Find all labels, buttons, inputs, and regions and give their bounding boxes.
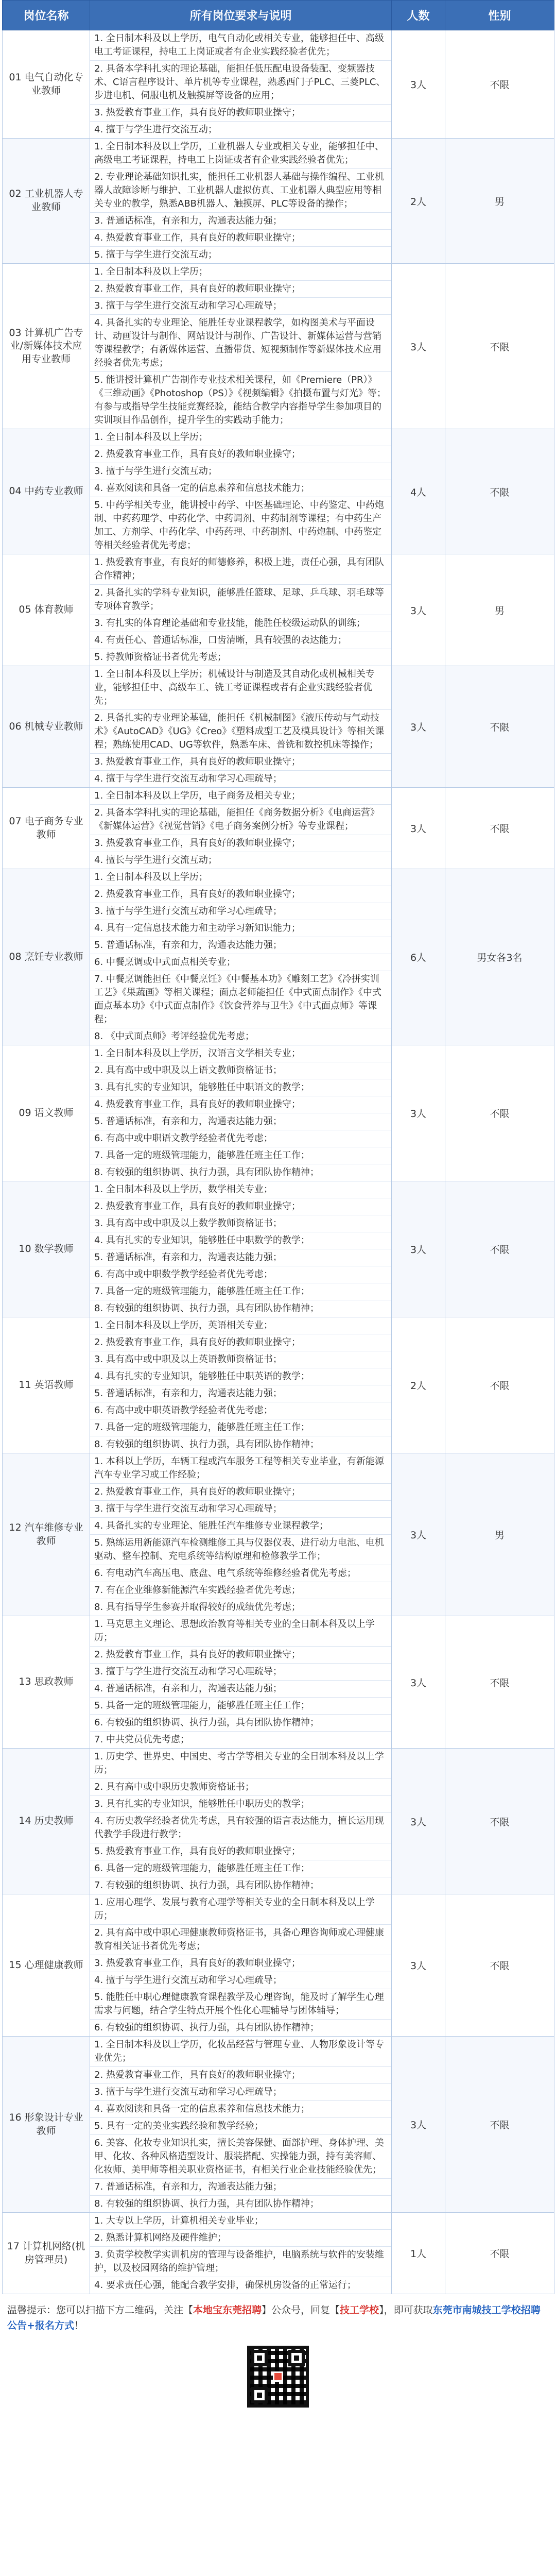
- requirements-cell: [90, 2037, 392, 2213]
- position-name: 03 计算机广告专业/新媒体技术应用专业教师: [3, 264, 90, 429]
- requirement-item: 5. 熟练运用新能源汽车检测维修工具与仪器仪表、进行动力电池、电机驱动、整车控制、充电系统等结构原理和检修教学工作；: [90, 1535, 391, 1565]
- gender-requirement: 不限: [445, 30, 554, 139]
- requirement-item: 6. 有较强的组织协调、执行力强，具有团队协作精神；: [90, 1715, 391, 1732]
- table-row: [3, 869, 554, 1045]
- requirement-item: 4. 具有扎实的专业知识，能够胜任中职数学的教学；: [90, 1232, 391, 1249]
- requirement-item: 2. 具备扎实的学科专业知识，能够胜任篮球、足球、乒乓球、羽毛球等专项体育教学；: [90, 585, 391, 615]
- requirement-item: 2. 热爱教育事业工作，具有良好的教师职业操守；: [90, 281, 391, 298]
- requirement-item: 7. 普通话标准，有亲和力，沟通表达能力强；: [90, 2179, 391, 2196]
- requirement-item: 1. 全日制本科及以上学历；: [90, 429, 391, 446]
- table-row: [3, 1317, 554, 1453]
- requirement-item: 5. 能胜任中职心理健康教育课程教学及心理咨询，能及时了解学生心理需求与问题，结合学生特点开展个性化心理辅导与团体辅导；: [90, 1989, 391, 2020]
- requirement-item: 3. 擅于与学生进行交流互动和学习心理疏导；: [90, 1501, 391, 1518]
- headcount: 3人: [392, 1616, 445, 1749]
- requirement-item: 3. 热爱教育事业工作，具有良好的教师职业操守；: [90, 754, 391, 771]
- requirement-item: 2. 热爱教育事业工作，具有良好的教师职业操守；: [90, 1334, 391, 1351]
- header-count: 人数: [392, 1, 445, 30]
- footer-note: [2, 2299, 554, 2336]
- headcount: 3人: [392, 1894, 445, 2037]
- requirement-item: 5. 擅于与学生进行交流互动；: [94, 249, 217, 260]
- requirement-item: 5. 热爱教育事业工作，具有良好的教师职业操守；: [90, 1843, 391, 1860]
- requirement-item: 4. 擅长与学生进行交流互动；: [94, 855, 217, 866]
- requirement-item: 6. 有高中或中职语文教学经验者优先考虑；: [90, 1130, 391, 1147]
- requirement-item: 1. 全日制本科及以上学历；机械设计与制造及其自动化或机械相关专业，能够担任中、高级车工、铣工考证课程或者有企业实践经验者优先；: [90, 666, 391, 710]
- position-name: 01 电气自动化专业教师: [3, 30, 90, 139]
- headcount: 3人: [392, 788, 445, 869]
- requirements-cell: [90, 1181, 392, 1317]
- requirement-item: 1. 全日制本科及以上学历，电子商务及相关专业；: [90, 788, 391, 805]
- requirement-item: 8. 有较强的组织协调、执行力强，具有团队协作精神；: [94, 2198, 319, 2209]
- gender-requirement: 男: [445, 139, 554, 264]
- headcount: 3人: [392, 554, 445, 666]
- header-position: 岗位名称: [3, 1, 90, 30]
- requirement-item: 6. 美容、化妆专业知识扎实，擅长美容保健、面部护理、身体护理、美甲、化妆、各种风格造型设计、服装搭配、实操能力强，持有美容师、化妆师、美甲师等相关职业资格证书，有相关行业企业技能经验优先；: [90, 2135, 391, 2179]
- requirement-item: 3. 擅于与学生进行交流互动和学习心理疏导；: [90, 903, 391, 920]
- table-header-row: [3, 1, 554, 30]
- requirement-item: 3. 具有扎实的专业知识，能够胜任中职历史的教学；: [90, 1796, 391, 1813]
- position-name: 07 电子商务专业教师: [3, 788, 90, 869]
- position-name: 13 思政教师: [3, 1616, 90, 1749]
- table-row: [3, 788, 554, 869]
- headcount: 6人: [392, 869, 445, 1045]
- position-name: 11 英语教师: [3, 1317, 90, 1453]
- qr-code-icon[interactable]: [247, 2346, 309, 2408]
- requirement-item: 3. 热爱教育事业工作，具有良好的教师职业操守；: [90, 1955, 391, 1972]
- requirement-item: 6. 有电动汽车高压电、底盘、电气系统等维修经验者优先考虑；: [90, 1565, 391, 1582]
- table-row: [3, 1453, 554, 1616]
- requirement-item: 1. 应用心理学、发展与教育心理学等相关专业的全日制本科及以上学历；: [90, 1894, 391, 1925]
- requirements-cell: [90, 429, 392, 554]
- table-row: [3, 666, 554, 788]
- requirement-item: 7. 具备一定的班级管理能力，能够胜任班主任工作；: [90, 1283, 391, 1300]
- requirement-item: 3. 擅于与学生进行交流互动和学习心理疏导；: [90, 1664, 391, 1681]
- requirement-item: 2. 具有高中或中职历史教师资格证书；: [90, 1779, 391, 1796]
- requirement-item: 1. 马克思主义理论、思想政治教育等相关专业的全日制本科及以上学历；: [90, 1616, 391, 1647]
- headcount: 3人: [392, 1045, 445, 1181]
- requirement-item: 8. 有较强的组织协调、执行力强，具有团队协作精神；: [94, 1439, 319, 1450]
- requirement-item: 1. 全日制本科及以上学历，数学相关专业；: [90, 1181, 391, 1198]
- requirement-item: 2. 具有高中或中职及以上语文教师资格证书；: [90, 1062, 391, 1079]
- requirement-item: 2. 熟悉计算机网络及硬件维护；: [90, 2230, 391, 2247]
- headcount: 3人: [392, 1749, 445, 1894]
- requirement-item: 4. 要求责任心强，能配合教学安排，确保机房设备的正常运行；: [94, 2280, 356, 2291]
- footer-suffix: 】，即可获取: [379, 2304, 433, 2316]
- requirement-item: 4. 普通话标准，有亲和力，沟通表达能力强；: [90, 1681, 391, 1698]
- gender-requirement: 不限: [445, 429, 554, 554]
- requirement-item: 5. 具有一定的美业实践经验和教学经验；: [90, 2118, 391, 2135]
- position-name: 08 烹饪专业教师: [3, 869, 90, 1045]
- headcount: 3人: [392, 1453, 445, 1616]
- table-row: [3, 1616, 554, 1749]
- requirement-item: 2. 具有高中或中职心理健康教师资格证书，具备心理咨询师或心理健康教育相关证书者优先考虑；: [90, 1925, 391, 1955]
- requirement-item: 1. 热爱教育事业，有良好的师德修养，积极上进，责任心强，具有团队合作精神；: [90, 554, 391, 585]
- requirement-item: 1. 历史学、世界史、中国史、考古学等相关专业的全日制本科及以上学历；: [90, 1749, 391, 1779]
- requirement-item: 4. 具备扎实的专业理论、能胜任汽车维修专业课程教学；: [90, 1518, 391, 1535]
- requirement-item: 6. 有较强的组织协调、执行力强，具有团队协作精神；: [94, 2022, 319, 2033]
- requirement-item: 1. 全日制本科及以上学历，化妆品经营与管理专业、人物形象设计等专业优先；: [90, 2037, 391, 2067]
- requirement-item: 2. 专业理论基础知识扎实，能担任工业机器人基础与操作编程、工业机器人故障诊断与维护、工业机器人虚拟仿真、工业机器人典型应用等相关专业的教学，熟悉ABB机器人、触摸屏、PLC等设备的操作；: [90, 169, 391, 213]
- position-name: 14 历史教师: [3, 1749, 90, 1894]
- requirement-item: 7. 中餐烹调能担任《中餐烹饪》《中餐基本功》《雕刻工艺》《冷拼实训工艺》《果蔬画》等相关课程；面点老师能担任《中式面点制作》《中式面点基本功》《中式面点制作》《饮食营养与卫生》《中式面点师》等课程；: [90, 971, 391, 1028]
- position-name: 05 体育教师: [3, 554, 90, 666]
- requirement-item: 2. 热爱教育事业工作，具有良好的教师职业操守；: [90, 2067, 391, 2084]
- position-name: 16 形象设计专业教师: [3, 2037, 90, 2213]
- requirement-item: 2. 具备本学科扎实的理论基础，能担任低压配电设备装配、变频器技术、C语言程序设计、单片机等专业课程，熟悉西门子PLC、三菱PLC、步进电机、伺服电机及触摸屏等设备的应用；: [90, 61, 391, 105]
- requirement-item: 7. 中共党员优先考虑；: [94, 1734, 189, 1745]
- requirement-item: 3. 普通话标准，有亲和力，沟通表达能力强；: [90, 213, 391, 230]
- requirement-item: 4. 喜欢阅读和具备一定的信息素养和信息技术能力；: [90, 480, 391, 497]
- requirement-item: 8. 具有指导学生参赛并取得较好的成绩优先考虑；: [94, 1602, 301, 1613]
- footer-link[interactable]: 东莞市南城技工学校招聘公告+报名方式: [7, 2304, 541, 2331]
- requirements-cell: [90, 666, 392, 788]
- requirement-item: 6. 有高中或中职数学教学经验者优先考虑；: [90, 1266, 391, 1283]
- gender-requirement: 不限: [445, 1317, 554, 1453]
- headcount: 3人: [392, 2037, 445, 2213]
- gender-requirement: 不限: [445, 666, 554, 788]
- requirement-item: 5. 普通话标准，有亲和力，沟通表达能力强；: [90, 1249, 391, 1266]
- requirement-item: 3. 具有高中或中职及以上数学教师资格证书；: [90, 1215, 391, 1232]
- requirement-item: 4. 具备扎实的专业理论、能胜任专业课程教学，如构图美术与平面设计、动画设计与制作、网站设计与制作、广告设计、新媒体运营与营销等课程教学；有新媒体运营、直播带货、短视频制作等新媒体技术应用经验者优先考虑；: [90, 315, 391, 372]
- table-row: [3, 429, 554, 554]
- table-row: [3, 2213, 554, 2294]
- requirement-item: 1. 本科以上学历，车辆工程或汽车服务工程等相关专业毕业，有新能源汽车专业学习或工作经验；: [90, 1453, 391, 1484]
- requirement-item: 4. 擅于与学生进行交流互动；: [94, 124, 217, 135]
- requirement-item: 1. 全日制本科及以上学历；: [90, 264, 391, 281]
- gender-requirement: 男: [445, 554, 554, 666]
- position-name: 09 语文教师: [3, 1045, 90, 1181]
- table-row: [3, 2037, 554, 2213]
- requirements-cell: [90, 139, 392, 264]
- gender-requirement: 男女各3名: [445, 869, 554, 1045]
- requirement-item: 5. 中药学相关专业，能讲授中药学、中医基础理论、中药鉴定、中药炮制、中药药理学、中药化学、中药调剂、中药制剂等课程；有中药生产加工、方剂学、中药化学、中药药理、中药制剂、中药炮制、中药鉴定等相关经验者优先考虑；: [94, 500, 384, 551]
- gender-requirement: 不限: [445, 2037, 554, 2213]
- requirement-item: 1. 全日制本科及以上学历，电气自动化或相关专业，能够担任中、高级电工考证课程，持电工上岗证或者有企业实践经验者优先；: [90, 30, 391, 61]
- requirement-item: 5. 普通话标准，有亲和力，沟通表达能力强；: [90, 1385, 391, 1402]
- requirement-item: 4. 具有扎实的专业知识，能够胜任中职英语的教学；: [90, 1368, 391, 1385]
- requirement-item: 5. 持教师资格证书者优先考虑；: [94, 652, 227, 663]
- requirements-cell: [90, 1894, 392, 2037]
- requirement-item: 3. 擅于与学生进行交流互动和学习心理疏导；: [90, 298, 391, 315]
- table-row: [3, 1181, 554, 1317]
- requirement-item: 5. 具备一定的班级管理能力，能够胜任班主任工作；: [90, 1698, 391, 1715]
- headcount: 4人: [392, 429, 445, 554]
- header-gender: 性别: [445, 1, 554, 30]
- requirement-item: 3. 擅于与学生进行交流互动和学习心理疏导；: [90, 2084, 391, 2101]
- requirement-item: 3. 热爱教育事业工作，具有良好的教师职业操守；: [90, 835, 391, 852]
- table-row: [3, 1045, 554, 1181]
- requirement-item: 7. 有较强的组织协调、执行力强，具有团队协作精神；: [94, 1880, 319, 1891]
- requirement-item: 3. 有扎实的体育理论基础和专业技能，能胜任校级运动队的训练；: [90, 615, 391, 632]
- requirement-item: 4. 擅于与学生进行交流互动和学习心理疏导；: [90, 1972, 391, 1989]
- requirements-cell: [90, 1616, 392, 1749]
- requirements-cell: [90, 1453, 392, 1616]
- requirements-cell: [90, 869, 392, 1045]
- requirements-cell: [90, 30, 392, 139]
- gender-requirement: 不限: [445, 1045, 554, 1181]
- requirements-cell: [90, 1045, 392, 1181]
- requirements-cell: [90, 1749, 392, 1894]
- headcount: 3人: [392, 264, 445, 429]
- gender-requirement: 不限: [445, 264, 554, 429]
- requirement-item: 5. 普通话标准，有亲和力，沟通表达能力强；: [90, 937, 391, 954]
- requirement-item: 8. 有较强的组织协调、执行力强，具有团队协作精神；: [94, 1303, 319, 1314]
- requirement-item: 7. 具备一定的班级管理能力，能够胜任班主任工作；: [90, 1419, 391, 1436]
- requirement-item: 4. 具有一定信息技术能力和主动学习新知识能力；: [90, 920, 391, 937]
- table-row: [3, 554, 554, 666]
- table-row: [3, 264, 554, 429]
- requirement-item: 3. 具有高中或中职及以上英语教师资格证书；: [90, 1351, 391, 1368]
- requirement-item: 7. 有在企业维修新能源汽车实践经验者优先考虑；: [90, 1582, 391, 1599]
- headcount: 2人: [392, 1317, 445, 1453]
- headcount: 3人: [392, 1181, 445, 1317]
- requirement-item: 4. 有责任心、普通话标准，口齿清晰，具有较强的表达能力；: [90, 632, 391, 649]
- headcount: 3人: [392, 30, 445, 139]
- headcount: 3人: [392, 666, 445, 788]
- requirement-item: 3. 擅于与学生进行交流互动；: [90, 463, 391, 480]
- requirement-item: 4. 热爱教育事业工作，具有良好的教师职业操守；: [90, 230, 391, 247]
- requirement-item: 2. 具备扎实的专业理论基础，能担任《机械制图》《液压传动与气动技术》《AutoCAD》《UG》《Creo》《塑料成型工艺及模具设计》等相关课程；熟练使用CAD、UG等软件，熟悉车床、普铣和数控机床等操作；: [90, 710, 391, 754]
- table-row: [3, 1894, 554, 2037]
- position-name: 06 机械专业教师: [3, 666, 90, 788]
- requirements-cell: [90, 264, 392, 429]
- requirement-item: 4. 有历史教学经验者优先考虑，具有较强的语言表达能力，擅长运用现代教学手段进行教学；: [90, 1813, 391, 1843]
- requirements-cell: [90, 788, 392, 869]
- footer-end: ！: [74, 2320, 84, 2331]
- requirement-item: 6. 有高中或中职英语教学经验者优先考虑；: [90, 1402, 391, 1419]
- requirements-cell: [90, 554, 392, 666]
- position-name: 02 工业机器人专业教师: [3, 139, 90, 264]
- requirements-cell: [90, 1317, 392, 1453]
- requirement-item: 4. 擅于与学生进行交流互动和学习心理疏导；: [94, 773, 282, 784]
- requirement-item: 2. 热爱教育事业工作，具有良好的教师职业操守；: [90, 886, 391, 903]
- requirement-item: 3. 具有扎实的专业知识，能够胜任中职语文的教学；: [90, 1079, 391, 1096]
- footer-keyword: 技工学校: [340, 2304, 379, 2316]
- position-name: 10 数学教师: [3, 1181, 90, 1317]
- requirement-item: 3. 负责学校教学实训机房的管理与设备维护，电脑系统与软件的安装维护，以及校园网络的维护管理；: [90, 2247, 391, 2277]
- gender-requirement: 男: [445, 1453, 554, 1616]
- job-table: [2, 0, 554, 2294]
- requirement-item: 2. 热爱教育事业工作，具有良好的教师职业操守；: [90, 1484, 391, 1501]
- requirement-item: 5. 普通话标准，有亲和力，沟通表达能力强；: [90, 1113, 391, 1130]
- requirement-item: 4. 热爱教育事业工作，具有良好的教师职业操守；: [90, 1096, 391, 1113]
- footer-mid: 】公众号，回复【: [262, 2304, 340, 2316]
- gender-requirement: 不限: [445, 1894, 554, 2037]
- requirement-item: 8. 有较强的组织协调、执行力强，具有团队协作精神；: [94, 1167, 319, 1178]
- position-name: 17 计算机网络(机房管理员): [3, 2213, 90, 2294]
- job-table-body: [3, 30, 554, 2294]
- position-name: 12 汽车维修专业教师: [3, 1453, 90, 1616]
- table-row: [3, 30, 554, 139]
- requirement-item: 3. 热爱教育事业工作，具有良好的教师职业操守；: [90, 105, 391, 122]
- table-row: [3, 1749, 554, 1894]
- footer-account: 本地宝东莞招聘: [193, 2304, 262, 2316]
- position-name: 04 中药专业教师: [3, 429, 90, 554]
- requirement-item: 2. 热爱教育事业工作，具有良好的教师职业操守；: [90, 446, 391, 463]
- requirement-item: 4. 喜欢阅读和具备一定的信息素养和信息技术能力；: [90, 2101, 391, 2118]
- requirement-item: 2. 热爱教育事业工作，具有良好的教师职业操守；: [90, 1647, 391, 1664]
- requirement-item: 6. 中餐烹调或中式面点相关专业；: [90, 954, 391, 971]
- gender-requirement: 不限: [445, 2213, 554, 2294]
- requirement-item: 5. 能讲授计算机广告制作专业技术相关课程，如《Premiere（PR）》《三维动画》《Photoshop（PS）》《视频编辑》《拍摄布置与灯光》等；有参与或指导学生技能竞赛经验，能结合教学内容指导学生参加项目的实训项目作品创作，提升学生的实践动手能力；: [94, 375, 386, 426]
- qr-wrap: [2, 2346, 554, 2408]
- requirement-item: 2. 热爱教育事业工作，具有良好的教师职业操守；: [90, 1198, 391, 1215]
- requirement-item: 7. 具备一定的班级管理能力，能够胜任班主任工作；: [90, 1147, 391, 1164]
- requirement-item: 1. 大专以上学历，计算机相关专业毕业；: [90, 2213, 391, 2230]
- gender-requirement: 不限: [445, 1749, 554, 1894]
- footer-prefix: 温馨提示：您可以扫描下方二维码，关注【: [7, 2304, 194, 2316]
- headcount: 2人: [392, 139, 445, 264]
- gender-requirement: 不限: [445, 1181, 554, 1317]
- requirement-item: 1. 全日制本科及以上学历，汉语言文学相关专业；: [90, 1045, 391, 1062]
- position-name: 15 心理健康教师: [3, 1894, 90, 2037]
- table-row: [3, 139, 554, 264]
- requirement-item: 6. 具备一定的班级管理能力，能够胜任班主任工作；: [90, 1860, 391, 1877]
- gender-requirement: 不限: [445, 788, 554, 869]
- headcount: 1人: [392, 2213, 445, 2294]
- requirement-item: 2. 具备本学科扎实的理论基础，能担任《商务数据分析》《电商运营》《新媒体运营》《视觉营销》《电子商务案例分析》等专业课程；: [90, 805, 391, 835]
- header-requirements: 所有岗位要求与说明: [90, 1, 392, 30]
- requirement-item: 8. 《中式面点师》考评经验优先考虑；: [94, 1031, 254, 1042]
- requirement-item: 1. 全日制本科及以上学历，英语相关专业；: [90, 1317, 391, 1334]
- requirements-cell: [90, 2213, 392, 2294]
- requirement-item: 1. 全日制本科及以上学历；: [90, 869, 391, 886]
- requirement-item: 1. 全日制本科及以上学历，工业机器人专业或相关专业，能够担任中、高级电工考证课程，持电工上岗证或者有企业实践经验者优先；: [90, 139, 391, 169]
- gender-requirement: 不限: [445, 1616, 554, 1749]
